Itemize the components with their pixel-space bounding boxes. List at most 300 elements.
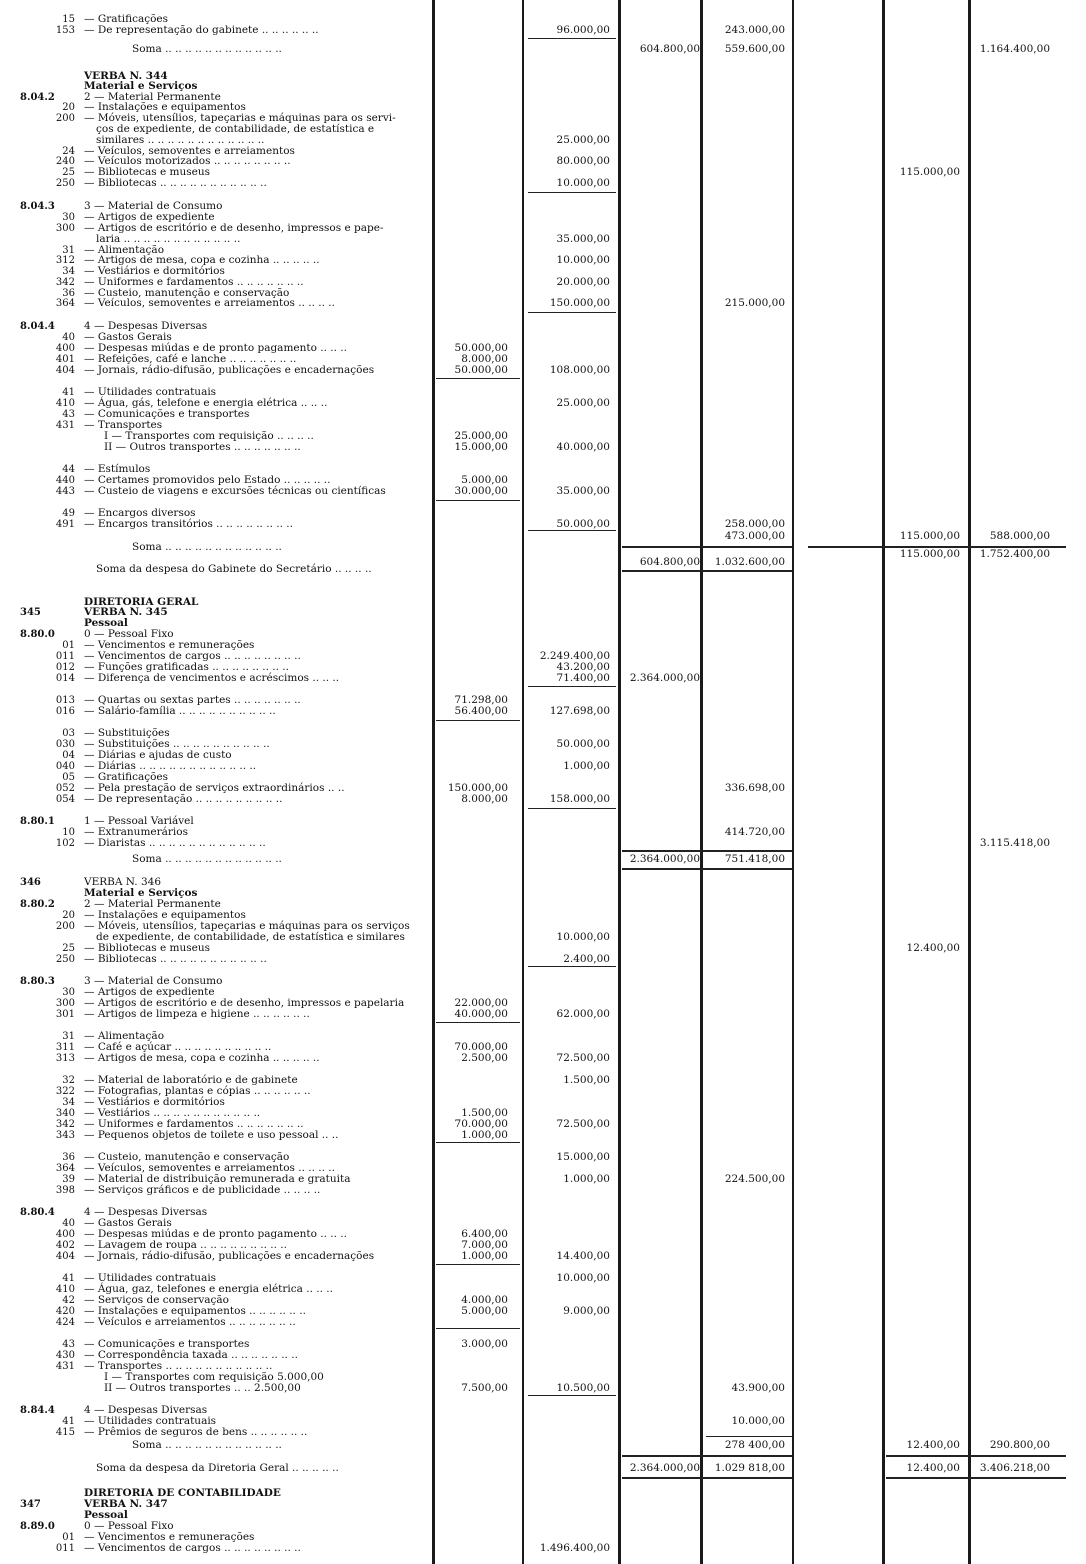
item-code: 32	[62, 1075, 75, 1086]
item-description: — Bibliotecas e museus	[84, 942, 210, 954]
amount-c6: 588.000,00	[989, 530, 1050, 542]
item-description: — Artigos de expediente	[84, 986, 215, 998]
item-description: Material e Serviços	[84, 80, 198, 92]
amount-c3: 2.364.000,00	[629, 853, 700, 865]
amount-c5: 12.400,00	[906, 1439, 960, 1451]
item-description: — Utilidades contratuais	[84, 1415, 217, 1427]
rule	[886, 1455, 1066, 1457]
section-code: 8.89.0	[20, 1521, 55, 1532]
rule	[622, 1455, 792, 1457]
item-description: — Funções gratificadas .. .. .. .. .. .. .. ..	[84, 661, 289, 673]
item-description: — Instalações e equipamentos	[84, 101, 246, 113]
amount-c4: 215.000,00	[724, 297, 785, 309]
amount-c2: 35.000,00	[556, 233, 610, 245]
item-code: 011	[55, 1543, 75, 1554]
rule	[528, 966, 616, 967]
amount-c1: 70.000,00	[454, 1118, 508, 1130]
item-code: 41	[62, 1273, 75, 1284]
section-code: 8.80.3	[20, 976, 55, 987]
rule	[436, 378, 520, 379]
item-description: — Prêmios de seguros de bens .. .. .. .. .. ..	[84, 1426, 308, 1438]
amount-c6: 1.752.400,00	[979, 548, 1050, 560]
item-description: — Diárias e ajudas de custo	[84, 749, 232, 761]
item-code: 25	[62, 167, 75, 178]
item-description: — Vencimentos e remunerações	[84, 1531, 255, 1543]
rule	[886, 1477, 1066, 1479]
item-description: — Bibliotecas .. .. .. .. .. .. .. .. .. .. ..	[84, 953, 267, 965]
amount-c2: 10.000,00	[556, 177, 610, 189]
item-description: — Salário-família .. .. .. .. .. .. .. .. .. ..	[84, 705, 276, 717]
amount-c4: 1.029 818,00	[714, 1462, 785, 1474]
section-code: 346	[20, 877, 41, 888]
section-code: 8.04.3	[20, 201, 55, 212]
amount-c1: 8.000,00	[461, 793, 508, 805]
column-rule-6	[882, 0, 885, 1564]
item-code: 491	[55, 519, 75, 530]
item-description: 4 — Despesas Diversas	[84, 1404, 208, 1416]
item-code: 01	[62, 640, 75, 651]
item-code: 016	[55, 706, 75, 717]
column-rule-1	[432, 0, 435, 1564]
section-code: 8.04.2	[20, 92, 55, 103]
amount-c2: 43.200,00	[556, 661, 610, 673]
item-description: VERBA N. 347	[84, 1498, 168, 1510]
item-description: — Veículos, semoventes e arreiamentos	[84, 145, 295, 157]
item-description: — Vestiários e dormitórios	[84, 1096, 225, 1108]
rule	[436, 720, 520, 721]
amount-c2: 35.000,00	[556, 485, 610, 497]
item-description: de expediente, de contabilidade, de estatística e similares	[96, 931, 405, 943]
item-code: 05	[62, 772, 75, 783]
amount-c2: 158.000,00	[549, 793, 610, 805]
item-description: — Móveis, utensílios, tapeçarias e máquinas para os serviços	[84, 920, 410, 932]
item-code: 420	[55, 1306, 75, 1317]
item-description: — Uniformes e fardamentos .. .. .. .. .. .. ..	[84, 276, 304, 288]
amount-c2: 2.400,00	[563, 953, 610, 965]
item-description: — Café e açúcar .. .. .. .. .. .. .. .. .. ..	[84, 1041, 272, 1053]
item-description: — De representação do gabinete .. .. .. .. .. ..	[84, 24, 319, 36]
item-code: 322	[55, 1086, 75, 1097]
item-code: 364	[55, 298, 75, 309]
item-description: — Custeio, manutenção e conservação	[84, 287, 290, 299]
rule	[528, 312, 616, 313]
item-code: 03	[62, 728, 75, 739]
item-code: 31	[62, 1031, 75, 1042]
rule	[528, 686, 616, 687]
rule	[622, 1477, 792, 1479]
amount-c4: 559.600,00	[724, 43, 785, 55]
section-code: 345	[20, 607, 41, 618]
item-code: 49	[62, 508, 75, 519]
item-code: 011	[55, 651, 75, 662]
item-description: Pessoal	[84, 1509, 128, 1521]
item-code: 250	[55, 178, 75, 189]
item-code: 054	[55, 794, 75, 805]
amount-c2: 1.496.400,00	[539, 1542, 610, 1554]
item-description: DIRETORIA DE CONTABILIDADE	[84, 1487, 281, 1499]
amount-c4: 336.698,00	[724, 782, 785, 794]
item-description: — Vencimentos de cargos .. .. .. .. .. .. .. ..	[84, 1542, 301, 1554]
item-code: 030	[55, 739, 75, 750]
item-description: — Correspondência taxada .. .. .. .. .. .. ..	[84, 1349, 298, 1361]
item-description: — Comunicações e transportes	[84, 408, 250, 420]
item-description: 3 — Material de Consumo	[84, 975, 223, 987]
amount-c1: 70.000,00	[454, 1041, 508, 1053]
item-description: — Veículos, semoventes e arreiamentos .. .. .. ..	[84, 1162, 335, 1174]
amount-c5: 115.000,00	[899, 530, 960, 542]
item-description: — Encargos transitórios .. .. .. .. .. .. .. ..	[84, 518, 293, 530]
amount-c1: 1.500,00	[461, 1107, 508, 1119]
amount-c1: 5.000,00	[461, 1305, 508, 1317]
item-code: 300	[55, 223, 75, 234]
item-description: — Vencimentos de cargos .. .. .. .. .. .. .. ..	[84, 650, 301, 662]
item-description: — Gratificações	[84, 771, 169, 783]
item-description: — Móveis, utensílios, tapeçarias e máquinas para os servi-	[84, 112, 396, 124]
item-description: — Refeições, café e lanche .. .. .. .. .. .. ..	[84, 353, 297, 365]
item-description: — Jornais, rádio-difusão, publicações e encadernações	[84, 364, 375, 376]
item-description: — Custeio, manutenção e conservação	[84, 1151, 290, 1163]
item-code: 200	[55, 921, 75, 932]
item-description: — Custeio de viagens e excursões técnicas ou científicas	[84, 485, 386, 497]
amount-c2: 108.000,00	[549, 364, 610, 376]
amount-c1: 4.000,00	[461, 1294, 508, 1306]
item-code: 40	[62, 332, 75, 343]
amount-c2: 1.500,00	[563, 1074, 610, 1086]
amount-c1: 2.500,00	[461, 1052, 508, 1064]
item-description: VERBA N. 345	[84, 606, 168, 618]
item-code: 04	[62, 750, 75, 761]
rule	[706, 1436, 792, 1437]
item-description: Pessoal	[84, 617, 128, 629]
item-description: — Encargos diversos	[84, 507, 196, 519]
item-code: 30	[62, 212, 75, 223]
item-description: — Artigos de mesa, copa e cozinha .. .. .. .. ..	[84, 254, 320, 266]
item-code: 052	[55, 783, 75, 794]
item-code: 400	[55, 343, 75, 354]
amount-c1: 150.000,00	[447, 782, 508, 794]
item-description: I — Transportes com requisição .. .. .. ..	[104, 430, 314, 442]
amount-c4: 258.000,00	[724, 518, 785, 530]
item-code: 25	[62, 943, 75, 954]
item-description: — Quartas ou sextas partes .. .. .. .. .. .. ..	[84, 694, 301, 706]
amount-c2: 10.500,00	[556, 1382, 610, 1394]
section-code: 8.80.1	[20, 816, 55, 827]
item-description: 2 — Material Permanente	[84, 91, 221, 103]
item-code: 340	[55, 1108, 75, 1119]
item-description: — Transportes .. .. .. .. .. .. .. .. .. .. ..	[84, 1360, 273, 1372]
item-code: 431	[55, 1361, 75, 1372]
item-description: — Diaristas .. .. .. .. .. .. .. .. .. .. .. ..	[84, 837, 266, 849]
item-description: VERBA N. 344	[84, 70, 168, 82]
amount-c2: 10.000,00	[556, 254, 610, 266]
item-description: — Gastos Gerais	[84, 1217, 172, 1229]
item-description: — Transportes	[84, 419, 163, 431]
item-description: Soma da despesa do Gabinete do Secretário .. .. .. ..	[96, 563, 372, 575]
amount-c4: 278 400,00	[724, 1439, 785, 1451]
item-description: — Diferença de vencimentos e acréscimos .. .. ..	[84, 672, 340, 684]
amount-c2: 25.000,00	[556, 397, 610, 409]
item-code: 41	[62, 1416, 75, 1427]
item-code: 31	[62, 245, 75, 256]
item-description: — Água, gás, telefone e energia elétrica .. .. ..	[84, 397, 328, 409]
item-description: — Instalações e equipamentos .. .. .. .. .. ..	[84, 1305, 306, 1317]
rule	[436, 500, 520, 501]
item-code: 431	[55, 420, 75, 431]
item-description: — Alimentação	[84, 1030, 165, 1042]
item-description: laria .. .. .. .. .. .. .. .. .. .. .. ..	[96, 233, 241, 245]
item-description: II — Outros transportes .. .. 2.500,00	[104, 1382, 301, 1394]
item-description: — Material de laboratório e de gabinete	[84, 1074, 298, 1086]
amount-c4: 224.500,00	[724, 1173, 785, 1185]
rule	[528, 1395, 616, 1396]
item-description: 1 — Pessoal Variável	[84, 815, 194, 827]
item-code: 44	[62, 464, 75, 475]
amount-c3: 2.364.000,00	[629, 672, 700, 684]
item-description: VERBA N. 346	[84, 876, 162, 888]
amount-c5: 12.400,00	[906, 1462, 960, 1474]
amount-c2: 80.000,00	[556, 155, 610, 167]
item-code: 200	[55, 113, 75, 124]
item-code: 20	[62, 102, 75, 113]
item-description: — Uniformes e fardamentos .. .. .. .. .. .. ..	[84, 1118, 304, 1130]
item-code: 01	[62, 1532, 75, 1543]
item-code: 342	[55, 277, 75, 288]
amount-c5: 115.000,00	[899, 548, 960, 560]
item-code: 410	[55, 398, 75, 409]
item-description: 4 — Despesas Diversas	[84, 1206, 208, 1218]
amount-c1: 50.000,00	[454, 364, 508, 376]
amount-c2: 14.400,00	[556, 1250, 610, 1262]
item-code: 39	[62, 1174, 75, 1185]
amount-c2: 50.000,00	[556, 738, 610, 750]
item-code: 404	[55, 365, 75, 376]
amount-c1: 71.298,00	[454, 694, 508, 706]
item-description: — Veículos e arreiamentos .. .. .. .. .. .. ..	[84, 1316, 296, 1328]
item-code: 401	[55, 354, 75, 365]
item-description: — Vestiários e dormitórios	[84, 265, 225, 277]
item-description: Soma .. .. .. .. .. .. .. .. .. .. .. ..	[132, 853, 282, 865]
rule	[622, 546, 792, 548]
item-description: — Comunicações e transportes	[84, 1338, 250, 1350]
item-code: 313	[55, 1053, 75, 1064]
item-description: — Gastos Gerais	[84, 331, 172, 343]
item-description: — Artigos de expediente	[84, 211, 215, 223]
amount-c1: 56.400,00	[454, 705, 508, 717]
item-description: 0 — Pessoal Fixo	[84, 628, 174, 640]
item-code: 43	[62, 409, 75, 420]
item-description: — Veículos motorizados .. .. .. .. .. .. .. ..	[84, 155, 291, 167]
amount-c4: 751.418,00	[724, 853, 785, 865]
item-code: 443	[55, 486, 75, 497]
amount-c1: 7.500,00	[461, 1382, 508, 1394]
item-code: 402	[55, 1240, 75, 1251]
amount-c2: 71.400,00	[556, 672, 610, 684]
rule	[528, 808, 616, 809]
item-description: — Serviços gráficos e de publicidade .. .. .. ..	[84, 1184, 321, 1196]
amount-c6: 3.115.418,00	[979, 837, 1050, 849]
amount-c5: 115.000,00	[899, 166, 960, 178]
item-code: 250	[55, 954, 75, 965]
item-code: 040	[55, 761, 75, 772]
rule	[436, 1264, 520, 1265]
item-code: 014	[55, 673, 75, 684]
column-rule-4	[700, 0, 703, 1564]
rule	[528, 530, 616, 531]
section-code: 8.80.0	[20, 629, 55, 640]
item-description: — De representação .. .. .. .. .. .. .. .. ..	[84, 793, 283, 805]
section-code: 8.80.4	[20, 1207, 55, 1218]
item-description: Soma .. .. .. .. .. .. .. .. .. .. .. ..	[132, 541, 282, 553]
rule	[436, 1022, 520, 1023]
item-description: 4 — Despesas Diversas	[84, 320, 208, 332]
item-description: 2 — Material Permanente	[84, 898, 221, 910]
amount-c1: 1.000,00	[461, 1250, 508, 1262]
column-rule-3	[618, 0, 621, 1564]
item-description: — Substituições	[84, 727, 170, 739]
item-code: 342	[55, 1119, 75, 1130]
item-description: — Artigos de limpeza e higiene .. .. .. .. .. ..	[84, 1008, 310, 1020]
amount-c4: 473.000,00	[724, 530, 785, 542]
item-code: 42	[62, 1295, 75, 1306]
item-code: 398	[55, 1185, 75, 1196]
amount-c4: 1.032.600,00	[714, 556, 785, 568]
item-description: ços de expediente, de contabilidade, de estatística e	[96, 123, 375, 135]
amount-c2: 72.500,00	[556, 1118, 610, 1130]
item-description: — Vestiários .. .. .. .. .. .. .. .. .. .. ..	[84, 1107, 261, 1119]
column-rule-2	[522, 0, 524, 1564]
item-description: 0 — Pessoal Fixo	[84, 1520, 174, 1532]
item-code: 300	[55, 998, 75, 1009]
item-description: II — Outros transportes .. .. .. .. .. .. ..	[104, 441, 301, 453]
item-code: 012	[55, 662, 75, 673]
amount-c2: 25.000,00	[556, 134, 610, 146]
item-description: — Diárias .. .. .. .. .. .. .. .. .. .. .. ..	[84, 760, 257, 772]
item-code: 364	[55, 1163, 75, 1174]
item-description: — Utilidades contratuais	[84, 1272, 217, 1284]
amount-c1: 15.000,00	[454, 441, 508, 453]
amount-c4: 243.000,00	[724, 24, 785, 36]
item-description: Soma .. .. .. .. .. .. .. .. .. .. .. ..	[132, 43, 282, 55]
item-code: 410	[55, 1284, 75, 1295]
item-description: — Gratificações	[84, 13, 169, 25]
column-rule-5	[792, 0, 794, 1564]
amount-c3: 604.800,00	[639, 43, 700, 55]
item-code: 415	[55, 1427, 75, 1438]
amount-c2: 20.000,00	[556, 276, 610, 288]
item-description: — Vencimentos e remunerações	[84, 639, 255, 651]
amount-c2: 96.000,00	[556, 24, 610, 36]
rule	[436, 1142, 520, 1143]
amount-c2: 10.000,00	[556, 1272, 610, 1284]
amount-c2: 2.249.400,00	[539, 650, 610, 662]
item-code: 013	[55, 695, 75, 706]
item-code: 301	[55, 1009, 75, 1020]
item-code: 34	[62, 1097, 75, 1108]
amount-c1: 6.400,00	[461, 1228, 508, 1240]
amount-c2: 150.000,00	[549, 297, 610, 309]
amount-c2: 15.000,00	[556, 1151, 610, 1163]
item-description: — Despesas miúdas e de pronto pagamento .. .. ..	[84, 1228, 347, 1240]
amount-c1: 5.000,00	[461, 474, 508, 486]
rule	[622, 570, 792, 572]
item-description: DIRETORIA GERAL	[84, 596, 199, 608]
item-code: 424	[55, 1317, 75, 1328]
amount-c1: 25.000,00	[454, 430, 508, 442]
amount-c2: 1.000,00	[563, 1173, 610, 1185]
item-code: 43	[62, 1339, 75, 1350]
amount-c1: 40.000,00	[454, 1008, 508, 1020]
amount-c2: 40.000,00	[556, 441, 610, 453]
item-description: — Bibliotecas e museus	[84, 166, 210, 178]
item-code: 40	[62, 1218, 75, 1229]
amount-c2: 72.500,00	[556, 1052, 610, 1064]
section-code: 8.80.2	[20, 899, 55, 910]
item-description: — Lavagem de roupa .. .. .. .. .. .. .. .. ..	[84, 1239, 287, 1251]
item-description: — Alimentação	[84, 244, 165, 256]
amount-c2: 127.698,00	[549, 705, 610, 717]
item-description: — Extranumerários	[84, 826, 188, 838]
item-description: — Certames promovidos pelo Estado .. .. .. .. ..	[84, 474, 331, 486]
item-code: 430	[55, 1350, 75, 1361]
item-code: 312	[55, 255, 75, 266]
item-code: 30	[62, 987, 75, 998]
item-code: 404	[55, 1251, 75, 1262]
item-description: — Veículos, semoventes e arreiamentos .. .. .. ..	[84, 297, 335, 309]
rule	[622, 868, 792, 870]
item-code: 41	[62, 387, 75, 398]
item-code: 153	[55, 25, 75, 36]
section-code: 8.04.4	[20, 321, 55, 332]
item-code: 20	[62, 910, 75, 921]
amount-c3: 604.800,00	[639, 556, 700, 568]
item-description: 3 — Material de Consumo	[84, 200, 223, 212]
amount-c1: 3.000,00	[461, 1338, 508, 1350]
item-description: — Despesas miúdas e de pronto pagamento .. .. ..	[84, 342, 347, 354]
item-code: 240	[55, 156, 75, 167]
item-code: 34	[62, 266, 75, 277]
item-description: — Fotografias, plantas e cópias .. .. .. .. .. ..	[84, 1085, 311, 1097]
amount-c1: 7.000,00	[461, 1239, 508, 1251]
item-description: — Serviços de conservação	[84, 1294, 229, 1306]
amount-c6: 1.164.400,00	[979, 43, 1050, 55]
item-code: 311	[55, 1042, 75, 1053]
item-description: — Artigos de mesa, copa e cozinha .. .. .. .. ..	[84, 1052, 320, 1064]
rule	[436, 1328, 520, 1329]
item-description: Soma .. .. .. .. .. .. .. .. .. .. .. ..	[132, 1439, 282, 1451]
item-description: Material e Serviços	[84, 887, 198, 899]
item-code: 15	[62, 14, 75, 25]
item-description: — Jornais, rádio-difusão, publicações e encadernações	[84, 1250, 375, 1262]
amount-c4: 414.720,00	[724, 826, 785, 838]
amount-c2: 9.000,00	[563, 1305, 610, 1317]
amount-c2: 62.000,00	[556, 1008, 610, 1020]
item-description: — Artigos de escritório e de desenho, impressos e pape-	[84, 222, 384, 234]
amount-c3: 2.364.000,00	[629, 1462, 700, 1474]
item-code: 102	[55, 838, 75, 849]
item-description: — Bibliotecas .. .. .. .. .. .. .. .. .. .. ..	[84, 177, 267, 189]
amount-c2: 10.000,00	[556, 931, 610, 943]
section-code: 347	[20, 1499, 41, 1510]
item-description: — Instalações e equipamentos	[84, 909, 246, 921]
item-description: similares .. .. .. .. .. .. .. .. .. .. .. ..	[96, 134, 265, 146]
amount-c6: 290.800,00	[989, 1439, 1050, 1451]
item-code: 440	[55, 475, 75, 486]
item-description: — Material de distribuição remunerada e gratuita	[84, 1173, 351, 1185]
amount-c6: 3.406.218,00	[979, 1462, 1050, 1474]
item-description: — Estímulos	[84, 463, 151, 475]
item-code: 400	[55, 1229, 75, 1240]
item-code: 36	[62, 288, 75, 299]
